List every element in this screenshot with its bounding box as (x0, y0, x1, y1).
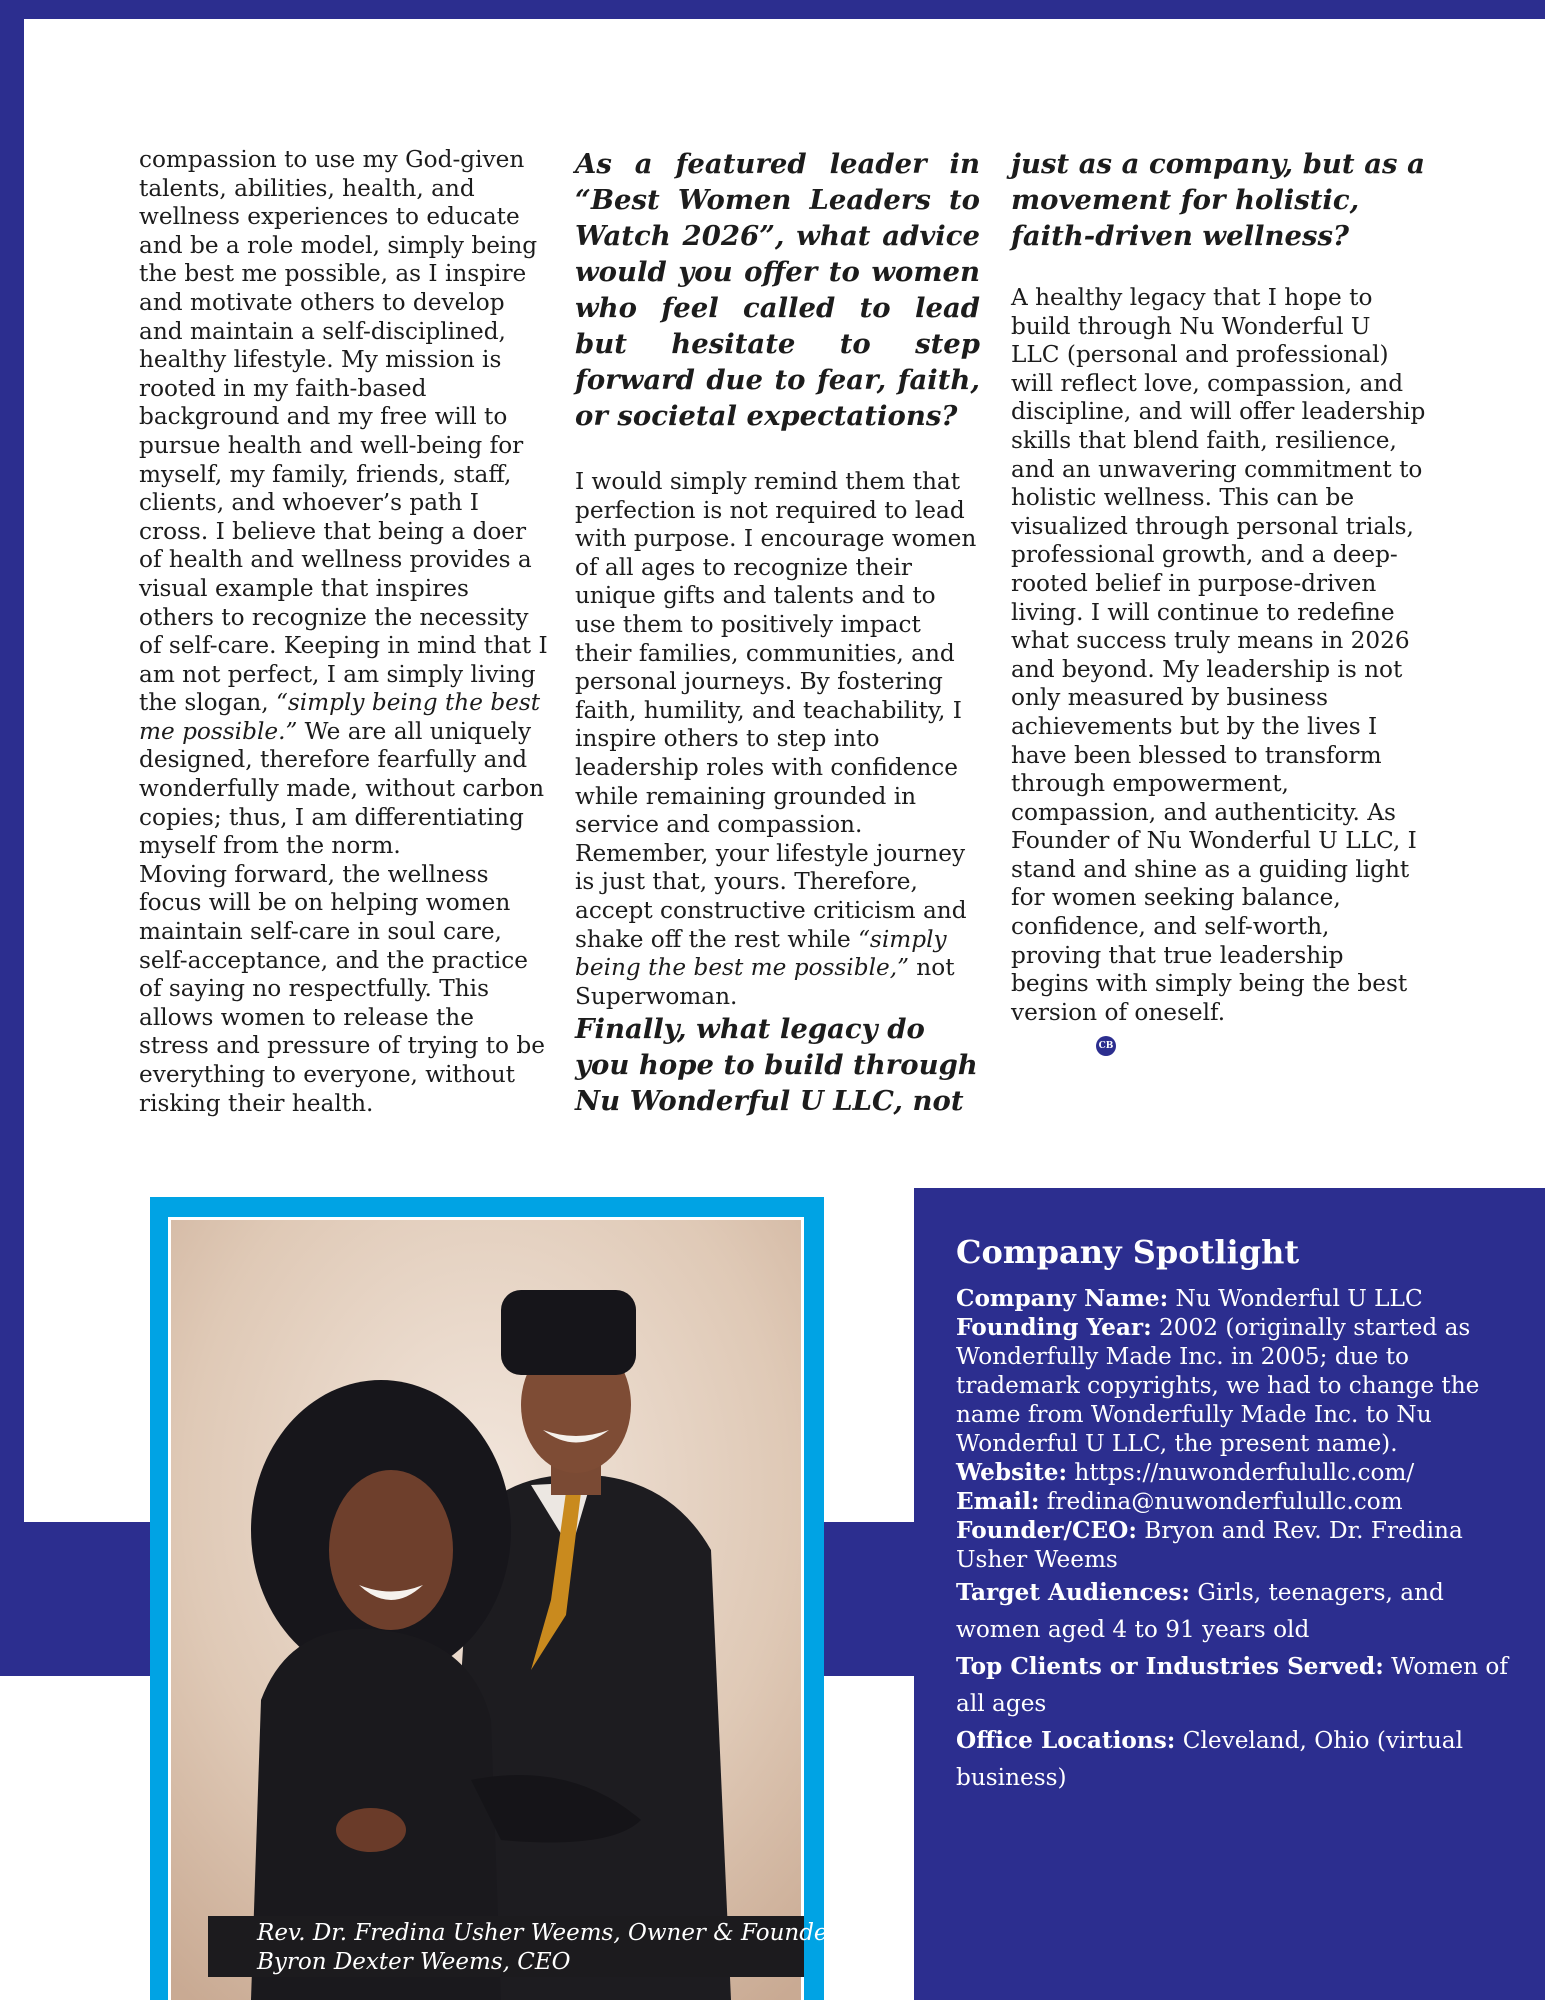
spotlight-website: Website: https://nuwonderfulullc.com/ (956, 1459, 1415, 1486)
spotlight-company-name: Company Name: Nu Wonderful U LLC (956, 1285, 1423, 1312)
photo-frame (150, 1197, 839, 2000)
founders-portrait-photo (171, 1220, 801, 2000)
slogan-quote: “simply being the best me possible,” (575, 925, 947, 982)
spotlight-founder-ceo: Founder/CEO: Bryon and Rev. Dr. Fredina Usher Weems (956, 1517, 1463, 1573)
slogan-quote: “simply being the best me possible.” (139, 689, 541, 745)
caption-line-founder: Rev. Dr. Fredina Usher Weems, Owner & Founder (257, 1920, 839, 1946)
email-link[interactable]: fredina@nuwonderfulullc.com (1046, 1488, 1403, 1515)
interview-question-legacy-part1: Finally, what legacy do you hope to build through Nu Wonderful U LLC, not (575, 1013, 978, 1118)
spotlight-target-audiences: Target Audiences: Girls, teenagers, and women aged 4 to 91 years old (956, 1579, 1444, 1643)
page-frame-top-bar (0, 0, 1545, 19)
spotlight-email: Email: fredina@nuwonderfulullc.com (956, 1488, 1403, 1515)
paragraph-wellness-focus: Moving forward, the wellness focus will be on helping women maintain self-care in soul care, self-acceptance, and the practice of saying no respectfully. This allows women to release the stress and pressure of trying to be everything to everyone, without risking their health. (139, 860, 545, 1117)
article-column-3 (1011, 146, 1426, 1056)
spotlight-office-locations: Office Locations: Cleveland, Ohio (virtual business) (956, 1727, 1464, 1791)
website-link[interactable]: https://nuwonderfulullc.com/ (1074, 1459, 1415, 1486)
article-column-1 (139, 146, 549, 1118)
interview-question-advice: As a featured leader in “Best Women Leaders to Watch 2026”, what advice would you offer to women who feel called to lead but hesitate to step forward due to fear, faith, or societal expectations? (575, 148, 980, 432)
portrait-illustration (171, 1220, 801, 2000)
paragraph-mission: compassion to use my God-given talents, abilities, health, and wellness experiences to educate and be a role model, simply being the best me possible, as I inspire and motivate others to develop and maintain a self-disciplined, healthy lifestyle. My mission is rooted in my faith-based background and my free will to pursue health and well-being for myself, my family, friends, staff, clients, and whoever’s path I cross. I believe that being a doer of health and wellness provides a visual example that inspires others to recognize the necessity of self-care. Keeping in mind that I am not perfect, I am simply living the slogan, “simply being the best me possible.” We are all uniquely designed, therefore fearfully and wonderfully made, without carbon copies; thus, I am differentiating myself from the norm. (139, 146, 548, 860)
photo-caption (208, 1916, 839, 1977)
interview-question-legacy-part2: just as a company, but as a movement for holistic, faith-driven wellness? (1011, 148, 1425, 252)
end-of-article-mark-icon: CB (1096, 1036, 1116, 1056)
page-frame-left-bar (0, 0, 24, 1528)
answer-advice: I would simply remind them that perfection is not required to lead with purpose. I encourage women of all ages to recognize their unique gifts and talents and to use them to positively impact their families, communities, and personal journeys. By fostering faith, humility, and teachability, I inspire others to step into leadership roles with confidence while remaining grounded in service and compassion. Remember, your lifestyle journey is just that, yours. Therefore, accept constructive criticism and shake off the rest while “simply being the best me possible,” not Superwoman. (575, 468, 977, 1010)
spotlight-founding-year: Founding Year: 2002 (originally started as Wonderfully Made Inc. in 2005; due to trademark copyrights, we had to change the name from Wonderfully Made Inc. to Nu Wonderful U LLC, the present name). (956, 1314, 1480, 1457)
spotlight-top-clients: Top Clients or Industries Served: Women of all ages (956, 1653, 1508, 1717)
spotlight-title: Company Spotlight (956, 1233, 1300, 1271)
company-spotlight-panel (914, 1188, 1545, 2000)
caption-line-ceo: Byron Dexter Weems, CEO (257, 1949, 571, 1975)
article-column-2 (575, 146, 980, 1119)
answer-legacy: A healthy legacy that I hope to build through Nu Wonderful U LLC (personal and professional) will reflect love, compassion, and discipline, and will offer leadership skills that blend faith, resilience, and an unwavering commitment to holistic wellness. This can be visualized through personal trials, professional growth, and a deep-rooted belief in purpose-driven living. I will continue to redefine what success truly means in 2026 and beyond. My leadership is not only measured by business achievements but by the lives I have been blessed to transform through empowerment, compassion, and authenticity. As Founder of Nu Wonderful U LLC, I stand and shine as a guiding light for women seeking balance, confidence, and self-worth, proving that true leadership begins with simply being the best version of oneself. (1011, 284, 1426, 1026)
